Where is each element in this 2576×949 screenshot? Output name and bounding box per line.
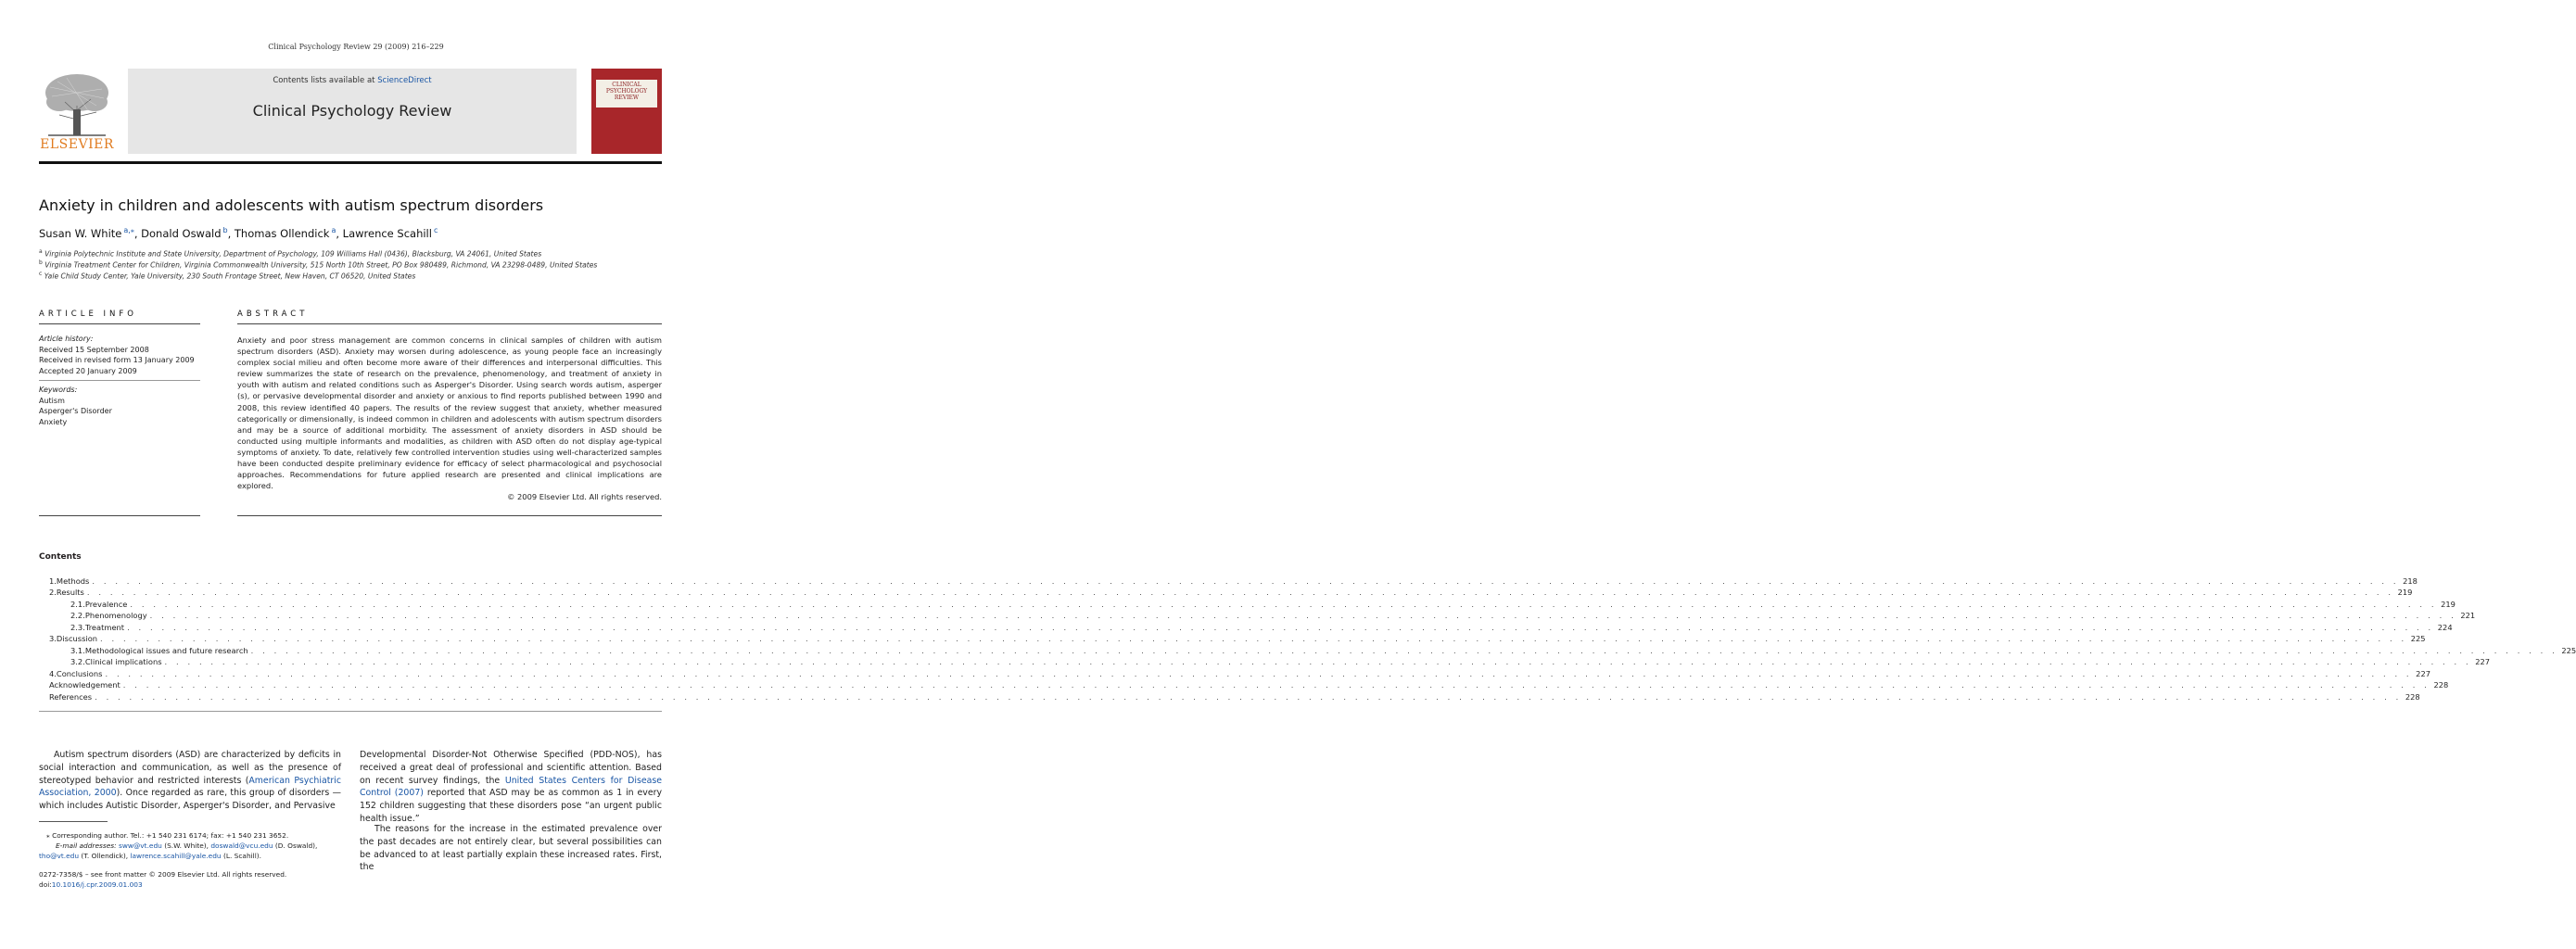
author-affiliation-marker[interactable]: c <box>433 226 438 234</box>
body-text: Autism spectrum disorders (ASD) are characterized by deficits in social interaction and communication, as well as the presence of stereotyped behavior and restricted interests ( <box>39 750 341 786</box>
toc-entry[interactable] <box>49 633 2426 645</box>
author-separator: , <box>133 226 142 240</box>
abstract-rule <box>237 323 662 324</box>
doi-prefix: doi: <box>39 880 52 889</box>
toc-page-number[interactable]: 218 <box>2403 576 2417 586</box>
email-addresses-cont <box>39 851 341 861</box>
keyword: Autism <box>39 396 65 405</box>
email-label: E-mail addresses: <box>56 841 117 850</box>
history-item: Received 15 September 2008 <box>39 345 149 354</box>
toc-leader-dots: . . . . . . . . . . . . . . . . . . . . . . . . . . . . . . . . . . . . . . . . . . . . . . . . . . . . . . . . . . . . . . . . . . . . . . . . . . . . . . . . . . . . . . . . . . . . . . . . . . . . . . . . . . . . . . . . . . . . . . . . . . . . . . . . . . . . . . . . . . . . . . . . . . . . . . . . . . . . . . . . . . . . . . . . . . . . . . . . . . . . . . . . . . . . . . . . . . . . . . . . <box>149 611 2457 621</box>
toc-entry[interactable] <box>70 610 2476 622</box>
history-rule <box>39 380 200 381</box>
toc-page-number[interactable]: 225 <box>2561 645 2576 655</box>
toc-leader-dots: . . . . . . . . . . . . . . . . . . . . . . . . . . . . . . . . . . . . . . . . . . . . . . . . . . . . . . . . . . . . . . . . . . . . . . . . . . . . . . . . . . . . . . . . . . . . . . . . . . . . . . . . . . . . . . . . . . . . . . . . . . . . . . . . . . . . . . . . . . . . . . . . . . . . . . . . . . . . . . . . . . . . . . . . . . . . . . . . . . . . . . . . . . . . . . . . . . . . . . . . <box>86 588 2394 598</box>
toc-entry[interactable] <box>70 622 2453 634</box>
affiliation-b <box>39 259 662 270</box>
author-list <box>39 226 662 240</box>
toc-number: 3.1. <box>70 645 85 655</box>
abstract-heading: ABSTRACT <box>237 310 309 319</box>
toc-number: 2. <box>49 588 57 598</box>
toc-rule <box>39 711 662 712</box>
citation-link[interactable]: United States Centers for Disease Control (2007) <box>360 775 663 799</box>
keywords-label: Keywords: <box>39 386 78 394</box>
toc-entry[interactable] <box>49 668 2431 680</box>
article-title: Anxiety in children and adolescents with autism spectrum disorders <box>39 196 544 214</box>
doi-link[interactable]: 10.1016/j.cpr.2009.01.003 <box>51 880 143 889</box>
toc-label[interactable]: Clinical implications <box>85 656 165 668</box>
article-info-bottom-rule <box>39 515 200 516</box>
toc-leader-dots: . . . . . . . . . . . . . . . . . . . . . . . . . . . . . . . . . . . . . . . . . . . . . . . . . . . . . . . . . . . . . . . . . . . . . . . . . . . . . . . . . . . . . . . . . . . . . . . . . . . . . . . . . . . . . . . . . . . . . . . . . . . . . . . . . . . . . . . . . . . . . . . . . . . . . . . . . . . . . . . . . . . . . . . . . . . . . . . . . . . . . . . . . . . . . . . . . . . . . . . . <box>92 576 2400 586</box>
toc-leader-dots: . . . . . . . . . . . . . . . . . . . . . . . . . . . . . . . . . . . . . . . . . . . . . . . . . . . . . . . . . . . . . . . . . . . . . . . . . . . . . . . . . . . . . . . . . . . . . . . . . . . . . . . . . . . . . . . . . . . . . . . . . . . . . . . . . . . . . . . . . . . . . . . . . . . . . . . . . . . . . . . . . . . . . . . . . . . . . . . . . . . . . . . . . . . . . . . . . . . . . . . . <box>100 634 2407 644</box>
cover-title: CLINICAL PSYCHOLOGY REVIEW <box>596 80 657 108</box>
toc-number: 4. <box>49 668 57 678</box>
affiliation-text: Virginia Polytechnic Institute and State University, Department of Psychology, 109 Williams Hall (0436), Blacksburg, VA 24061, United States <box>44 249 542 259</box>
toc-label[interactable]: Prevalence <box>85 599 131 611</box>
article-info-rule <box>39 323 200 324</box>
contents-prefix: Contents lists available at <box>273 76 378 85</box>
toc-number: 3.2. <box>70 657 85 667</box>
article-history <box>39 334 206 376</box>
toc-number: 2.1. <box>70 599 85 609</box>
sciencedirect-link[interactable]: ScienceDirect <box>377 76 432 85</box>
abstract-text: Anxiety and poor stress management are common concerns in clinical samples of children with autism spectrum disorders (ASD). Anxiety may worsen during adolescence, as young people face an increasingly complex social milieu and often become more aware of their differences and interpersonal difficulties. This review summarizes the state of research on the prevalence, phenomenology, and treatment of anxiety in youth with autism and related conditions such as Asperger's Disorder. Using search words autism, asperger (s), or pervasive developmental disorder and anxiety or anxious to find reports published between 1990 and 2008, this review identified 40 papers. The results of the review suggest that anxiety, whether measured categorically or dimensionally, is indeed common in children and adolescents with autism spectrum disorders and may be a source of additional morbidity. The assessment of anxiety disorders in ASD should be conducted using multiple informants and modalities, as children with ASD often do not display age-typical symptoms of anxiety. To date, relatively few controlled intervention studies using well-characterized samples have been conducted despite preliminary evidence for efficacy of select pharmacological and psychosocial approaches. Recommendations for future applied research are presented and clinical implications are explored. <box>237 335 662 491</box>
doi-line <box>39 879 341 890</box>
toc-entry[interactable] <box>49 576 2417 588</box>
author-separator: , <box>336 226 343 240</box>
affiliation-marker: a <box>39 248 43 255</box>
toc-label[interactable]: References <box>49 691 95 703</box>
publisher-name: ELSEVIER <box>40 137 114 152</box>
journal-cover-image <box>591 69 662 154</box>
email-link[interactable]: doswald@vcu.edu <box>210 841 273 850</box>
toc-label[interactable]: Acknowledgement <box>49 679 123 691</box>
toc-label[interactable]: Results <box>57 587 87 599</box>
affiliation-text: Yale Child Study Center, Yale University, 230 South Frontage Street, New Haven, CT 06520, United States <box>44 272 416 281</box>
toc-leader-dots: . . . . . . . . . . . . . . . . . . . . . . . . . . . . . . . . . . . . . . . . . . . . . . . . . . . . . . . . . . . . . . . . . . . . . . . . . . . . . . . . . . . . . . . . . . . . . . . . . . . . . . . . . . . . . . . . . . . . . . . . . . . . . . . . . . . . . . . . . . . . . . . . . . . . . . . . . . . . . . . . . . . . . . . . . . . . . . . . . . . . . . . . . . . . . . . . . . . . . . . . <box>95 691 2402 702</box>
toc-number: 1. <box>49 576 57 586</box>
toc-leader-dots: . . . . . . . . . . . . . . . . . . . . . . . . . . . . . . . . . . . . . . . . . . . . . . . . . . . . . . . . . . . . . . . . . . . . . . . . . . . . . . . . . . . . . . . . . . . . . . . . . . . . . . . . . . . . . . . . . . . . . . . . . . . . . . . . . . . . . . . . . . . . . . . . . . . . . . . . . . . . . . . . . . . . . . . . . . . . . . . . . . . . . . . . . . . . . . . . . . . . . . . . <box>122 680 2430 690</box>
keyword: Anxiety <box>39 417 68 426</box>
publication-info <box>39 869 341 890</box>
toc-number: 3. <box>49 634 57 644</box>
toc-leader-dots: . . . . . . . . . . . . . . . . . . . . . . . . . . . . . . . . . . . . . . . . . . . . . . . . . . . . . . . . . . . . . . . . . . . . . . . . . . . . . . . . . . . . . . . . . . . . . . . . . . . . . . . . . . . . . . . . . . . . . . . . . . . . . . . . . . . . . . . . . . . . . . . . . . . . . . . . . . . . . . . . . . . . . . . . . . . . . . . . . . . . . . . . . . . . . . . . . . . . . . . . <box>127 622 2434 632</box>
email-link[interactable]: tho@vt.edu <box>39 852 80 860</box>
toc-label[interactable]: Phenomenology <box>85 610 150 622</box>
email-owner: (L. Scahill). <box>221 852 262 860</box>
toc-number: 2.2. <box>70 611 85 621</box>
footnote-marker: ⁎ <box>46 831 50 840</box>
footnote-text: Corresponding author. Tel.: +1 540 231 6174; fax: +1 540 231 3652. <box>52 831 289 840</box>
email-owner: (T. Ollendick), <box>79 852 131 860</box>
contents-availability <box>128 76 577 85</box>
elsevier-logo <box>39 69 115 154</box>
history-label: Article history: <box>39 335 94 343</box>
toc-leader-dots: . . . . . . . . . . . . . . . . . . . . . . . . . . . . . . . . . . . . . . . . . . . . . . . . . . . . . . . . . . . . . . . . . . . . . . . . . . . . . . . . . . . . . . . . . . . . . . . . . . . . . . . . . . . . . . . . . . . . . . . . . . . . . . . . . . . . . . . . . . . . . . . . . . . . . . . . . . . . . . . . . . . . . . . . . . . . . . . . . . . . . . . . . . . . . . . . . . . . . . . . <box>105 668 2413 678</box>
footnotes <box>39 830 341 861</box>
author-name[interactable]: Thomas Ollendick <box>234 226 330 240</box>
keyword: Asperger's Disorder <box>39 407 112 415</box>
affiliation-c <box>39 271 662 281</box>
body-paragraph-left <box>39 749 341 813</box>
author-name[interactable]: Susan W. White <box>39 226 122 240</box>
toc-label[interactable]: Methods <box>57 576 92 588</box>
email-addresses <box>39 841 341 851</box>
author-affiliation-marker[interactable]: b <box>222 226 228 234</box>
toc-entry[interactable] <box>70 656 2491 668</box>
toc-entry[interactable] <box>70 645 2576 657</box>
toc-leader-dots: . . . . . . . . . . . . . . . . . . . . . . . . . . . . . . . . . . . . . . . . . . . . . . . . . . . . . . . . . . . . . . . . . . . . . . . . . . . . . . . . . . . . . . . . . . . . . . . . . . . . . . . . . . . . . . . . . . . . . . . . . . . . . . . . . . . . . . . . . . . . . . . . . . . . . . . . . . . . . . . . . . . . . . . . . . . . . . . . . . . . . . . . . . . . . . . . . . . . . . . . <box>164 657 2472 667</box>
author-name[interactable]: Lawrence Scahill <box>342 226 432 240</box>
toc-label[interactable]: Discussion <box>57 633 100 645</box>
toc-page-number[interactable]: 224 <box>2437 622 2453 632</box>
toc-label[interactable]: Conclusions <box>57 668 106 680</box>
toc-leader-dots: . . . . . . . . . . . . . . . . . . . . . . . . . . . . . . . . . . . . . . . . . . . . . . . . . . . . . . . . . . . . . . . . . . . . . . . . . . . . . . . . . . . . . . . . . . . . . . . . . . . . . . . . . . . . . . . . . . . . . . . . . . . . . . . . . . . . . . . . . . . . . . . . . . . . . . . . . . . . . . . . . . . . . . . . . . . . . . . . . . . . . . . . . . . . . . . . . . . . . . . . <box>130 599 2438 609</box>
keywords <box>39 385 206 427</box>
body-paragraph-right <box>360 749 662 826</box>
toc-entry[interactable] <box>70 599 2455 611</box>
body-text: reported that ASD may be as common as 1 in every 152 children suggesting that these disorders pose “an urgent public health issue.” <box>360 788 662 824</box>
affiliation-text: Virginia Treatment Center for Children, Virginia Commonwealth University, 515 North 10th Street, PO Box 980489, Richmond, VA 23298-0489, United States <box>44 260 598 270</box>
toc-page-number[interactable]: 225 <box>2410 634 2426 644</box>
contents-heading: Contents <box>39 552 82 562</box>
toc-leader-dots: . . . . . . . . . . . . . . . . . . . . . . . . . . . . . . . . . . . . . . . . . . . . . . . . . . . . . . . . . . . . . . . . . . . . . . . . . . . . . . . . . . . . . . . . . . . . . . . . . . . . . . . . . . . . . . . . . . . . . . . . . . . . . . . . . . . . . . . . . . . . . . . . . . . . . . . . . . . . . . . . . . . . . . . . . . . . . . . . . . . . . . . . . . . . . . . . . . . . . . . . <box>250 645 2558 655</box>
journal-title[interactable]: Clinical Psychology Review <box>252 102 452 120</box>
article-info-heading: ARTICLE INFO <box>39 310 137 319</box>
toc-page-number[interactable]: 228 <box>2433 680 2449 690</box>
author-name[interactable]: Donald Oswald <box>141 226 222 240</box>
toc-label[interactable]: Methodological issues and future research <box>85 645 251 657</box>
abstract-bottom-rule <box>237 515 662 516</box>
toc-page-number[interactable]: 227 <box>2475 657 2491 667</box>
author-affiliation-marker[interactable]: a,⁎ <box>123 226 134 234</box>
affiliation-a <box>39 248 662 259</box>
history-item: Received in revised form 13 January 2009 <box>39 356 195 364</box>
email-owner: (S.W. White), <box>161 841 211 850</box>
affiliation-marker: b <box>39 259 43 266</box>
affiliation-marker: c <box>39 271 43 277</box>
issn-line: 0272-7358/$ – see front matter © 2009 Elsevier Ltd. All rights reserved. <box>39 870 287 879</box>
toc-label[interactable]: Treatment <box>85 622 127 634</box>
author-affiliation-marker[interactable]: a <box>331 226 336 234</box>
author-separator: , <box>227 226 235 240</box>
email-link[interactable]: lawrence.scahill@yale.edu <box>130 852 222 860</box>
email-link[interactable]: sww@vt.edu <box>118 841 162 850</box>
footnote-rule <box>39 821 108 822</box>
citation-link[interactable]: American Psychiatric Association, 2000 <box>39 775 341 799</box>
abstract-copyright: © 2009 Elsevier Ltd. All rights reserved. <box>507 492 662 501</box>
journal-reference: Clinical Psychology Review 29 (2009) 216–229 <box>268 43 444 51</box>
toc-entry[interactable] <box>49 587 2413 599</box>
toc-entry[interactable] <box>49 679 2449 691</box>
toc-page-number[interactable]: 228 <box>2405 691 2420 702</box>
body-text: ). Once regarded as rare, this group of disorders — which includes Autistic Disorder, Asperger's Disorder, and Pervasive <box>39 788 341 812</box>
history-item: Accepted 20 January 2009 <box>39 366 137 375</box>
toc-page-number[interactable]: 219 <box>2441 599 2455 609</box>
body-paragraph-right-2: The reasons for the increase in the estimated prevalence over the past decades are not entirely clear, but several possibilities can be advanced to at least partially explain these increased rates. First, the <box>360 824 662 873</box>
toc-entry[interactable] <box>49 691 2420 703</box>
body-text: Developmental Disorder-Not Otherwise Specified (PDD-NOS), has received a great deal of professional and scientific attention. Based on recent survey findings, the <box>360 750 662 786</box>
toc-page-number[interactable]: 219 <box>2397 588 2413 598</box>
header-rule <box>39 161 662 164</box>
email-owner: (D. Oswald), <box>273 841 318 850</box>
toc-page-number[interactable]: 221 <box>2460 611 2476 621</box>
toc-number: 2.3. <box>70 622 85 632</box>
toc-page-number[interactable]: 227 <box>2416 668 2431 678</box>
corresponding-author-note <box>39 830 341 841</box>
